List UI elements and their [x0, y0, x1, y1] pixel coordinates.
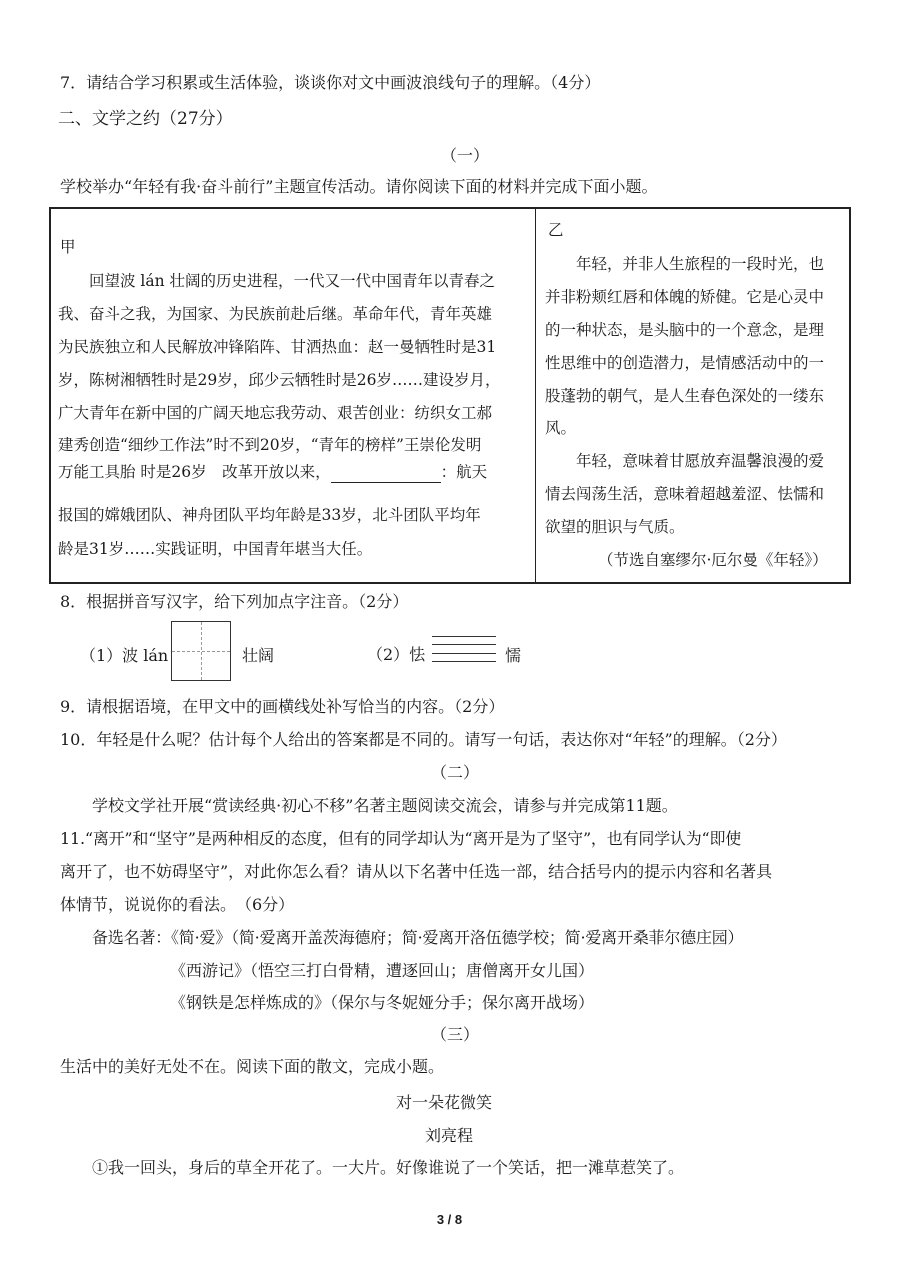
q8-item-2-prefix: （2）怯	[367, 645, 426, 664]
passage-yi-line: 风。	[545, 419, 577, 437]
passage-yi-source: （节选自塞缪尔·厄尔曼《年轻》）	[598, 551, 828, 569]
passage-yi-line: 股蓬勃的朝气，是人生春色深处的一缕东	[545, 387, 825, 405]
passage-jia-line: 回望波 lán 壮阔的历史进程，一代又一代中国青年以青春之	[58, 272, 496, 290]
passage-jia-title: 甲	[60, 238, 76, 256]
part-2-label: （二）	[431, 763, 480, 782]
q11-book-option: 《西游记》（悟空三打白骨精，遭逐回山；唐僧离开女儿国）	[170, 961, 595, 980]
part-1-intro: 学校举办“年轻有我·奋斗前行”主题宣传活动。请你阅读下面的材料并完成下面小题。	[60, 177, 658, 196]
tianzige-answer-box[interactable]	[171, 621, 231, 681]
question-11-line: 体情节，说说你的看法。 （6分）	[60, 895, 295, 914]
passage-yi-line: 性思维中的创造潜力，是情感活动中的一	[545, 354, 825, 372]
pinyin-writing-lines[interactable]	[432, 636, 496, 662]
part-3-label: （三）	[431, 1025, 480, 1044]
essay-author: 刘亮程	[425, 1126, 474, 1145]
question-10: 10．年轻是什么呢？估计每个人给出的答案都是不同的。请写一句话，表达你对“年轻”的理解。（2分）	[60, 730, 787, 749]
part-1-label: （一）	[441, 146, 490, 165]
q8-item-2-suffix: 懦	[505, 646, 522, 665]
passage-yi-line: 情去闯荡生活，意味着超越羞涩、怯懦和	[545, 485, 825, 503]
passage-jia-line: 岁，陈树湘牺牲时是29岁，邱少云牺牲时是26岁……建设岁月，	[58, 371, 501, 389]
passage-jia-line	[58, 461, 487, 483]
passage-jia-line: 龄是31岁……实践证明，中国青年堪当大任。	[58, 540, 373, 558]
passage-jia-line: 广大青年在新中国的广阔天地忘我劳动、艰苦创业：纺织女工郝	[58, 404, 493, 422]
essay-title: 对一朵花微笑	[396, 1093, 493, 1112]
box-divider	[535, 207, 536, 584]
passage-yi-line: 欲望的胆识与气质。	[545, 518, 685, 536]
passage-jia-line: 为民族独立和人民解放冲锋陷阵、甘洒热血：赵一曼牺牲时是31	[58, 338, 497, 356]
passage-yi-line: 年轻，意味着甘愿放弃温馨浪漫的爱	[545, 452, 825, 470]
passage-yi-line: 并非粉颊红唇和体魄的矫健。它是心灵中	[545, 288, 825, 306]
passage-jia-line: 我、奋斗之我，为国家、为民族前赴后继。革命年代，青年英雄	[58, 305, 493, 323]
q11-book-option: 《钢铁是怎样炼成的》（保尔与冬妮娅分手；保尔离开战场）	[170, 993, 595, 1012]
passage-jia-line-text: ：航天	[440, 463, 488, 481]
part-3-intro: 生活中的美好无处不在。阅读下面的散文，完成小题。	[60, 1057, 445, 1076]
question-11-line: 离开了，也不妨碍坚守”，对此你怎么看？请从以下名著中任选一部，结合括号内的提示内容和名著具	[60, 862, 773, 881]
q11-book-option: 备选名著：《简·爱》（简·爱离开盖茨海德府；简·爱离开洛伍德学校；简·爱离开桑菲尔德庄园）	[92, 928, 744, 947]
part-2-intro: 学校文学社开展“赏读经典·初心不移”名著主题阅读交流会，请参与并完成第11题。	[92, 796, 678, 815]
passage-jia-line: 建秀创造“细纱工作法”时不到20岁，“青年的榜样”王崇伦发明	[58, 436, 482, 454]
passage-jia-line: 报国的嫦娥团队、神舟团队平均年龄是33岁，北斗团队平均年	[58, 506, 481, 524]
q8-item-1-suffix: 壮阔	[242, 646, 275, 665]
question-9: 9．请根据语境，在甲文中的画横线处补写恰当的内容。（2分）	[60, 697, 505, 716]
page-number: 3 / 8	[436, 1212, 463, 1227]
question-7: 7．请结合学习积累或生活体验，谈谈你对文中画波浪线句子的理解。（4分）	[60, 73, 601, 92]
essay-paragraph-1: ①我一回头，身后的草全开花了。一大片。好像谁说了一个笑话，把一滩草惹笑了。	[92, 1158, 685, 1177]
fill-in-blank-line[interactable]	[331, 464, 441, 483]
q8-item-1-prefix: （1）波 lán	[80, 646, 169, 665]
section-2-title: 二、文学之约（27分）	[58, 109, 233, 129]
passage-yi-line: 年轻，并非人生旅程的一段时光，也	[545, 255, 825, 273]
passage-yi-line: 的一种状态，是头脑中的一个意念，是理	[545, 321, 825, 339]
question-8: 8．根据拼音写汉字，给下列加点字注音。（2分）	[60, 592, 409, 611]
passage-jia-line-text: 万能工具胎 时是26岁 改革开放以来，	[58, 463, 331, 481]
passage-yi-title: 乙	[548, 221, 564, 239]
question-11-line: 11.“离开”和“坚守”是两种相反的态度，但有的同学却认为“离开是为了坚守”，也有同学认为“即使	[60, 829, 742, 848]
